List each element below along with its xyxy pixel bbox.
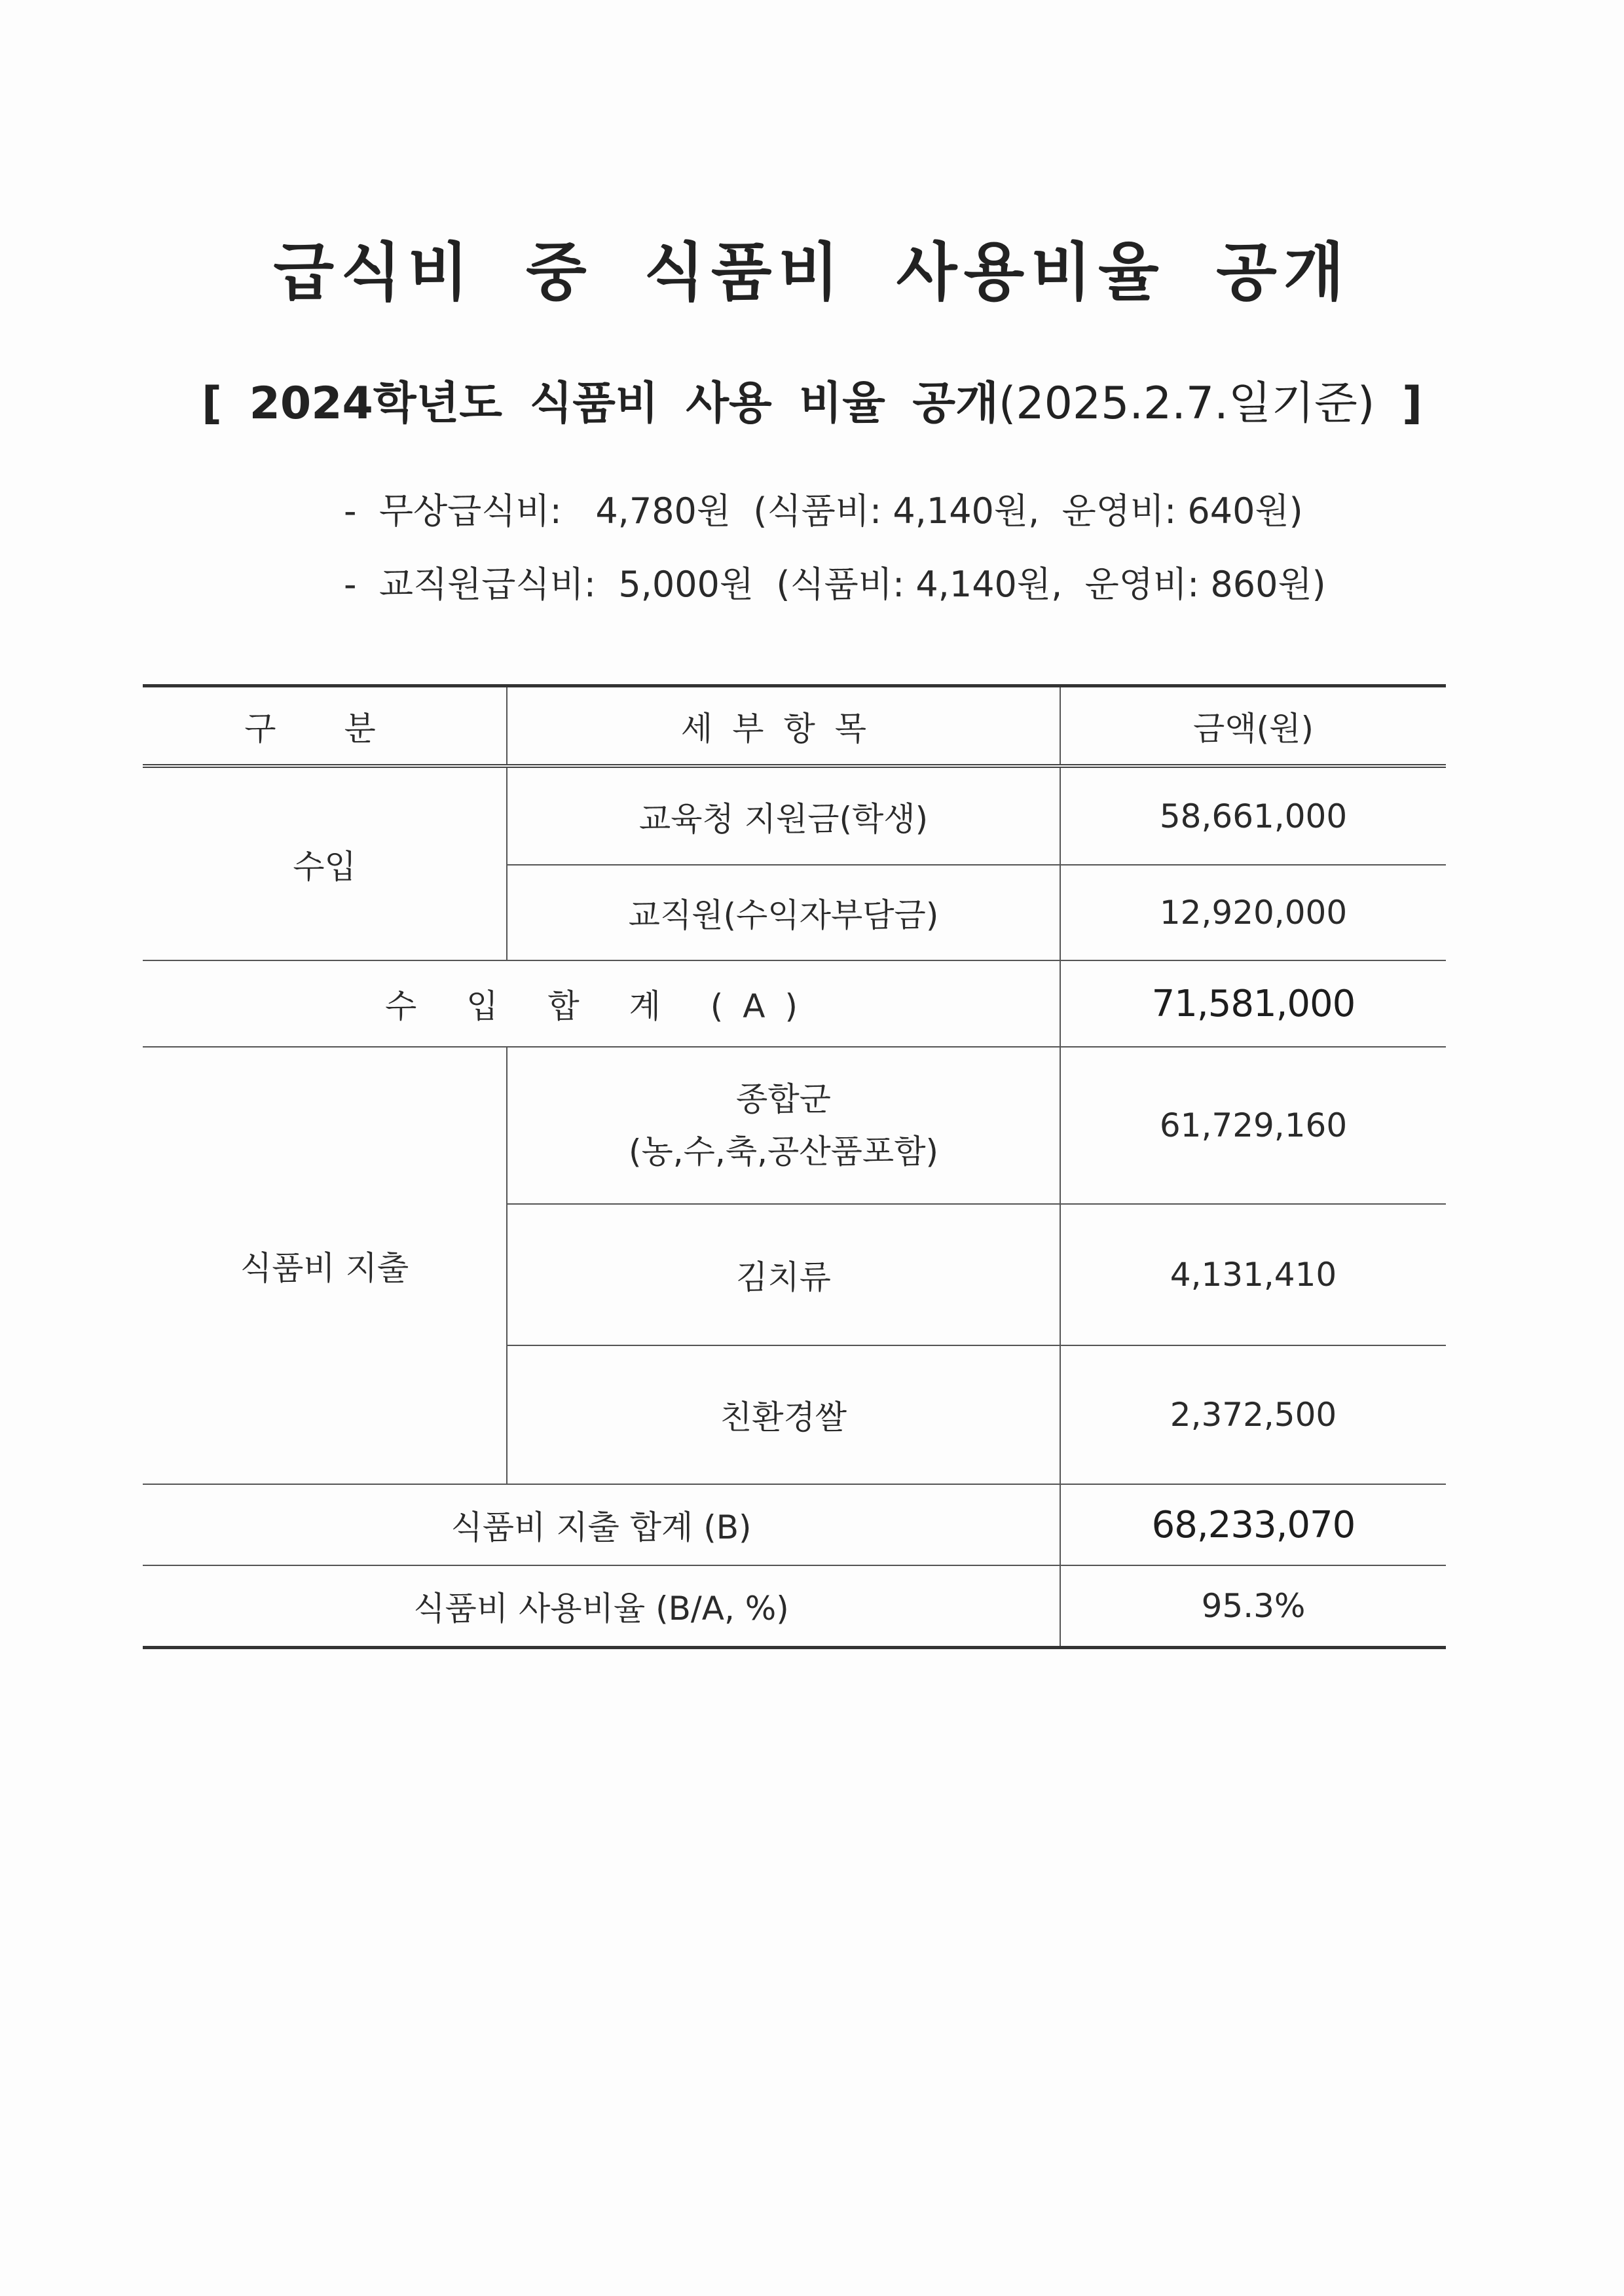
expense-label: 식품비 지출 bbox=[143, 1047, 507, 1484]
bullet-staff-meal-cost: - 교직원급식비: 5,000원 (식품비: 4,140원, 운영비: 860원) bbox=[344, 564, 1326, 605]
expense-item-name: 김치류 bbox=[507, 1204, 1060, 1345]
subtitle-date: (2025.2.7.일기준) bbox=[998, 378, 1375, 429]
expense-item-name bbox=[507, 1047, 1060, 1204]
income-item-amount: 12,920,000 bbox=[1060, 865, 1446, 960]
expense-item-name-line1: 종합군 bbox=[736, 1080, 831, 1118]
income-item-name: 교육청 지원금(학생) bbox=[507, 766, 1060, 865]
table-row bbox=[143, 1484, 1446, 1565]
income-item-amount: 58,661,000 bbox=[1060, 766, 1446, 865]
subtitle bbox=[0, 368, 1624, 431]
income-total-amount: 71,581,000 bbox=[1060, 960, 1446, 1047]
header-detail: 세부항목 bbox=[507, 686, 1060, 767]
table-header-row bbox=[143, 686, 1446, 767]
table-row bbox=[143, 1047, 1446, 1204]
expense-item-name: 친환경쌀 bbox=[507, 1345, 1060, 1484]
subtitle-main: [ 2024학년도 식품비 사용 비율 공개 bbox=[201, 378, 999, 429]
food-cost-table bbox=[143, 684, 1446, 1649]
table-row bbox=[143, 766, 1446, 865]
income-item-name: 교직원(수익자부담금) bbox=[507, 865, 1060, 960]
income-total-label: 수 입 합 계 (A) bbox=[143, 960, 1060, 1047]
ratio-value: 95.3% bbox=[1060, 1565, 1446, 1648]
table-row bbox=[143, 960, 1446, 1047]
expense-item-amount: 61,729,160 bbox=[1060, 1047, 1446, 1204]
expense-item-name-line2: (농,수,축,공산품포함) bbox=[628, 1133, 939, 1171]
table-row bbox=[143, 1565, 1446, 1648]
income-label: 수입 bbox=[143, 766, 507, 960]
header-category: 구 분 bbox=[143, 686, 507, 767]
header-amount: 금액(원) bbox=[1060, 686, 1446, 767]
expense-total-label: 식품비 지출 합계 (B) bbox=[143, 1484, 1060, 1565]
bullet-free-meal-cost: - 무상급식비: 4,780원 (식품비: 4,140원, 운영비: 640원) bbox=[344, 490, 1303, 532]
subtitle-close: ] bbox=[1375, 378, 1423, 429]
expense-item-amount: 2,372,500 bbox=[1060, 1345, 1446, 1484]
expense-total-amount: 68,233,070 bbox=[1060, 1484, 1446, 1565]
ratio-label: 식품비 사용비율 (B/A, %) bbox=[143, 1565, 1060, 1648]
page-title: 급식비 중 식품비 사용비율 공개 bbox=[273, 236, 1351, 309]
expense-item-amount: 4,131,410 bbox=[1060, 1204, 1446, 1345]
